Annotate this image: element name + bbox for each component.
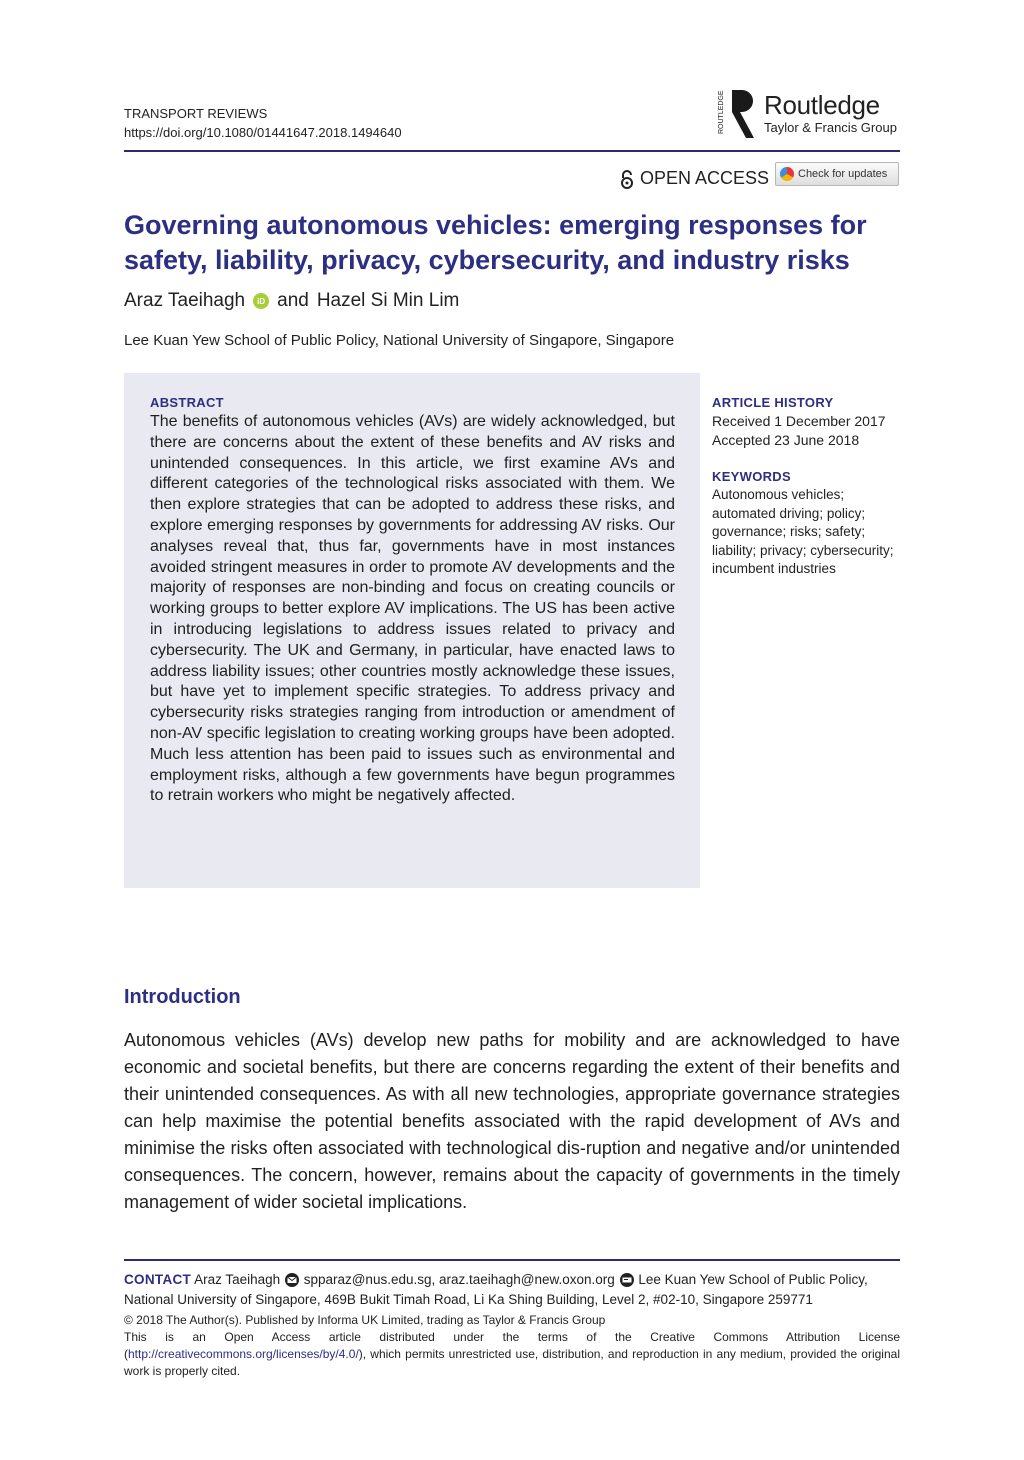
article-title: Governing autonomous vehicles: emerging responses for safety, liability, privacy, cybersecurity, and industry risks <box>124 210 867 275</box>
publisher-group: Taylor & Francis Group <box>764 120 897 135</box>
keywords-list: Autonomous vehicles; automated driving; policy; governance; risks; safety; liability; privacy; cybersecurity; incumbent industries <box>712 487 894 576</box>
contact-info <box>124 1270 900 1309</box>
footer-rule <box>124 1259 900 1261</box>
journal-name: TRANSPORT REVIEWS <box>124 106 268 121</box>
doi-link[interactable]: https://doi.org/10.1080/01441647.2018.1494640 <box>124 125 402 140</box>
license-pre: This is an Open Access article distributed under the terms of the Creative Commons Attribution License ( <box>124 1330 900 1361</box>
keywords-heading: KEYWORDS <box>712 469 791 484</box>
publisher-logo[interactable] <box>718 86 902 140</box>
article-history-heading: ARTICLE HISTORY <box>712 395 834 410</box>
license-link[interactable]: http://creativecommons.org/licenses/by/4.0/ <box>128 1347 359 1361</box>
open-lock-icon <box>620 169 634 189</box>
journal-info <box>124 104 402 142</box>
author-conjunction: and <box>277 290 309 311</box>
contact-label: CONTACT <box>124 1272 192 1287</box>
author-1[interactable]: Araz Taeihagh <box>124 290 246 311</box>
abstract-text: The benefits of autonomous vehicles (AVs) are widely acknowledged, but there are concerns about the extent of these benefits and AV risks and unintended consequences. In this article, we first examine AVs and different categories of the technological risks associated with them. We then explore strategies that can be adopted to address these risks, and explore emerging responses by governments for addressing AV risks. Our analyses reveal that, thus far, governments have in most instances avoided stringent measures in order to promote AV developments and the majority of responses are non-binding and focus on creating councils or working groups to better explore AV implications. The US has been active in introducing legislations to address issues related to privacy and cybersecurity. The UK and Germany, in particular, have enacted laws to address liability issues; other countries mostly acknowledge these issues, but have yet to implement specific strategies. To address privacy and cybersecurity risks strategies ranging from introduction or amendment of non-AV specific legislation to creating working groups have been adopted. Much less attention has been paid to issues such as environmental and employment risks, although a few governments have begun programmes to retrain workers who might be negatively affected. <box>150 413 675 805</box>
check-updates-label: Check for updates <box>798 168 888 180</box>
received-date: Received 1 December 2017 <box>712 413 886 429</box>
publisher-name: Routledge <box>764 90 880 120</box>
author-list <box>124 290 459 312</box>
open-access-label: OPEN ACCESS <box>640 168 770 188</box>
svg-text:ROUTLEDGE: ROUTLEDGE <box>718 90 725 134</box>
abstract-heading: ABSTRACT <box>150 395 224 410</box>
open-access-badge <box>620 168 769 189</box>
copyright: © 2018 The Author(s). Published by Informa UK Limited, trading as Taylor & Francis Group <box>124 1313 606 1327</box>
article-history <box>712 412 886 450</box>
author-2[interactable]: Hazel Si Min Lim <box>316 290 460 311</box>
crossmark-icon <box>780 167 794 181</box>
orcid-icon[interactable]: iD <box>253 293 269 309</box>
address-icon <box>619 1273 635 1287</box>
check-updates-button[interactable] <box>775 162 899 186</box>
license-text <box>124 1329 900 1380</box>
routledge-logo-icon <box>718 86 758 140</box>
contact-address: Lee Kuan Yew School of Public Policy, National University of Singapore, 469B Bukit Timah Road, Li Ka Shing Building, Level 2, #02-10, Singapore 259771 <box>124 1272 868 1307</box>
introduction-heading: Introduction <box>124 986 241 1008</box>
accepted-date: Accepted 23 June 2018 <box>712 432 860 448</box>
affiliation: Lee Kuan Yew School of Public Policy, National University of Singapore, Singapore <box>124 332 675 349</box>
email-icon <box>284 1273 300 1287</box>
introduction-text: Autonomous vehicles (AVs) develop new paths for mobility and are acknowledged to have economic and societal benefits, but there are concerns regarding the extent of their benefits and their unintended consequences. As with all new technologies, appropriate governance strategies can help maximise the potential benefits associated with the rapid development of AVs and minimise the risks often associated with technological dis-ruption and negative and/or unintended consequences. The concern, however, remains about the capacity of governments in the timely management of wider societal implications. <box>124 1030 900 1212</box>
contact-emails[interactable]: spparaz@nus.edu.sg, araz.taeihagh@new.oxon.org <box>303 1272 615 1287</box>
header-rule <box>124 150 900 152</box>
license-post: ), which permits unrestricted use, distribution, and reproduction in any medium, provided the original work is properly cited. <box>124 1347 900 1378</box>
contact-name: Araz Taeihagh <box>194 1272 281 1287</box>
